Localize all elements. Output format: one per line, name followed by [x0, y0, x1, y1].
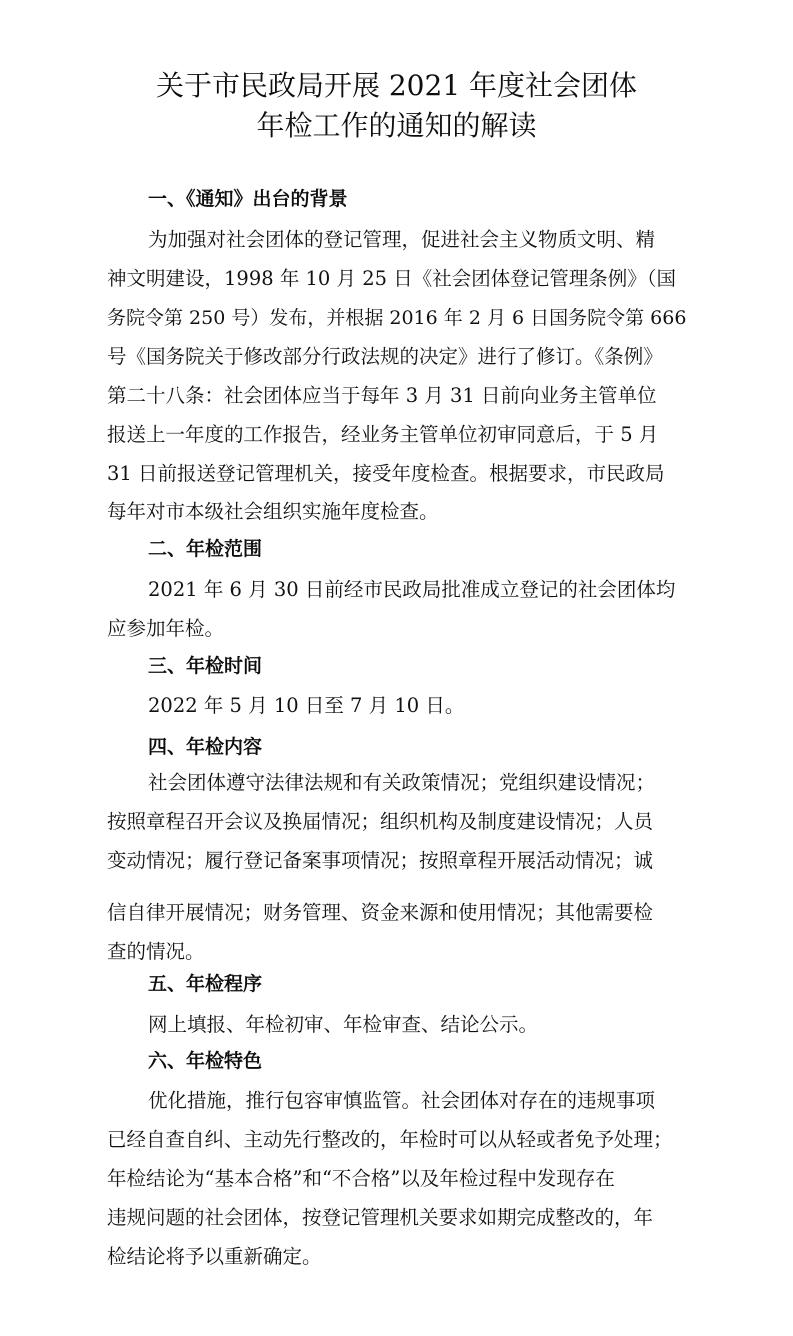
paragraph-line: 报送上一年度的工作报告，经业务主管单位初审同意后，于 5 月 [107, 423, 659, 446]
paragraph-line: 按照章程召开会议及换届情况；组织机构及制度建设情况；人员 [107, 810, 654, 833]
paragraph-line: 优化措施，推行包容审慎监管。社会团体对存在的违规事项 [148, 1089, 656, 1112]
section-heading-scope: 二、年检范围 [148, 538, 263, 560]
paragraph-line: 第二十八条：社会团体应当于每年 3 月 31 日前向业务主管单位 [107, 384, 657, 407]
section-heading-features: 六、年检特色 [148, 1050, 263, 1072]
paragraph-line: 检结论将予以重新确定。 [107, 1245, 322, 1268]
paragraph-line: 神文明建设，1998 年 10 月 25 日《社会团体登记管理条例》（国 [107, 267, 676, 290]
paragraph-line: 社会团体遵守法律法规和有关政策情况；党组织建设情况； [148, 771, 656, 794]
document-title-line-1: 关于市民政局开展 2021 年度社会团体 [155, 69, 638, 102]
paragraph-line: 为加强对社会团体的登记管理，促进社会主义物质文明、精 [148, 228, 656, 251]
paragraph-line: 2022 年 5 月 10 日至 7 月 10 日。 [148, 694, 465, 717]
paragraph-line: 31 日前报送登记管理机关，接受年度检查。根据要求，市民政局 [107, 462, 665, 485]
paragraph-line: 应参加年检。 [107, 617, 225, 640]
section-heading-content: 四、年检内容 [148, 736, 263, 758]
section-heading-time: 三、年检时间 [148, 655, 263, 677]
paragraph-line: 每年对市本级社会组织实施年度检查。 [107, 500, 439, 523]
document-title-line-2: 年检工作的通知的解读 [256, 109, 537, 142]
paragraph-line: 信自律开展情况；财务管理、资金来源和使用情况；其他需要检 [107, 901, 654, 924]
paragraph-line: 网上填报、年检初审、年检审查、结论公示。 [148, 1013, 539, 1036]
paragraph-line: 年检结论为“基本合格”和“不合格”以及年检过程中发现存在 [107, 1167, 615, 1190]
paragraph-line: 违规问题的社会团体，按登记管理机关要求如期完成整改的，年 [107, 1206, 654, 1229]
paragraph-line: 2021 年 6 月 30 日前经市民政局批准成立登记的社会团体均 [148, 578, 676, 601]
paragraph-line: 变动情况；履行登记备案事项情况；按照章程开展活动情况；诚 [107, 849, 654, 872]
paragraph-line: 务院令第 250 号）发布，并根据 2016 年 2 月 6 日国务院令第 666 [107, 307, 687, 329]
paragraph-line: 查的情况。 [107, 940, 205, 963]
paragraph-line: 号《国务院关于修改部分行政法规的决定》进行了修订。《条例》 [107, 345, 663, 368]
section-heading-background: 一、《通知》出台的背景 [148, 188, 348, 210]
section-heading-procedure: 五、年检程序 [148, 973, 263, 995]
paragraph-line: 已经自查自纠、主动先行整改的，年检时可以从轻或者免予处理； [107, 1128, 673, 1151]
